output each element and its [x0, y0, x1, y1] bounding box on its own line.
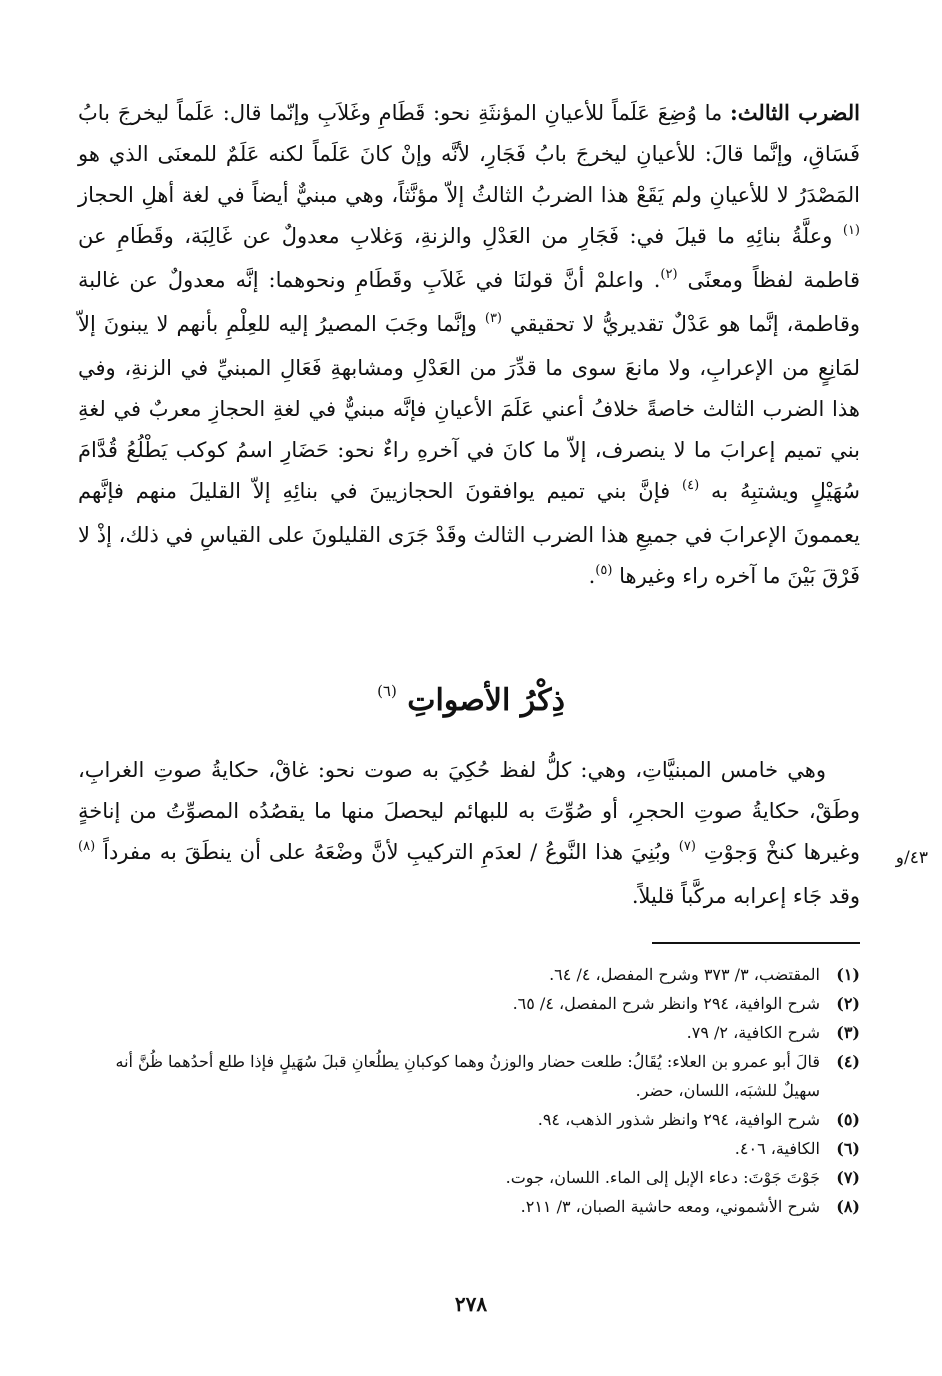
- manuscript-folio-marker: ٤٣/و: [895, 848, 928, 868]
- section-heading-text: ذِكْرُ الأصواتِ: [407, 683, 565, 718]
- paragraph-sounds: [78, 750, 860, 917]
- text-run: وعلَّةُ بنائِهِ ما قيلَ في: فَجَارِ من العَدْلِ والزنةِ، وَغلابِ معدولٌ عن غَالِبَة، وقَطَامِ عن قاطمة لفظاً ومعنًى: [78, 224, 860, 292]
- footnote-text: شرح الكافية، ٢/ ٧٩.: [686, 1023, 820, 1042]
- footnote-text: جَوْتَ جَوْتَ: دعاء الإبل إلى الماء. اللسان، جوت.: [505, 1168, 820, 1187]
- footnote-ref-6[interactable]: (٦): [377, 682, 397, 700]
- text-run: .: [588, 564, 596, 588]
- footnote-item: [78, 989, 860, 1018]
- footnote-number: (٦): [836, 1139, 860, 1158]
- text-run: . واعلمْ أنَّ قولنَا في غَلاَبِ وقَطَامِ ونحوهما: إنَّه معدولٌ عن غالبة وقاطمة، إنَّما هو عَدْلٌ تقديريُّ لا تحقيقي: [78, 268, 860, 336]
- section-heading: [0, 676, 942, 730]
- footnote-item: [78, 1018, 860, 1047]
- page-number: ٢٧٨: [454, 1292, 488, 1316]
- footnote-item: [78, 1163, 860, 1192]
- footnote-item: [78, 1047, 860, 1105]
- footnote-number: (٣): [836, 1023, 860, 1042]
- footnote-item: [78, 960, 860, 989]
- main-paragraph: [78, 92, 860, 600]
- footnote-number: (١): [836, 965, 860, 984]
- paragraph-third-type: [78, 92, 860, 600]
- footnote-text: شرح الأشموني، ومعه حاشية الصبان، ٣/ ٢١١.: [520, 1197, 820, 1216]
- footnote-text: شرح الوافية، ٢٩٤ وانظر شذور الذهب، ٩٤.: [537, 1110, 820, 1129]
- footnote-ref-7[interactable]: (٧): [678, 839, 696, 854]
- footnote-number: (٧): [836, 1168, 860, 1187]
- paragraph-lead: الضرب الثالث:: [730, 100, 860, 125]
- text-run: وقد جَاء إعرابه مركَّباً قليلاً.: [631, 884, 860, 908]
- footnote-ref-1[interactable]: (١): [842, 223, 860, 238]
- footnote-item: [78, 1192, 860, 1221]
- text-run: وبُنِيَ هذا النَّوعُ / لعدَمِ التركيبِ لأنَّ وضْعَهُ على أن ينطَقَ به مفرداً: [103, 840, 679, 864]
- footnote-text: الكافية، ٤٠٦.: [734, 1139, 820, 1158]
- footnote-ref-5[interactable]: (٥): [595, 563, 613, 578]
- footnote-number: (٥): [836, 1110, 860, 1129]
- footnote-ref-4[interactable]: (٤): [682, 478, 700, 493]
- text-run: وهي خامس المبنيَّاتِ، وهي: كلُّ لفظ حُكِيَ به صوت نحو: غاقْ، حكايةُ صوتِ الغرابِ، وطَقْ، حكايةُ صوتِ الحجرِ، أو صُوِّتَ به للبهائم ليحصلَ منها ما يقصُدُه المصوِّتُ من إناخةٍ وغيرها كنخْ وَجوْتِ: [78, 758, 860, 864]
- footnote-ref-8[interactable]: (٨): [78, 839, 96, 854]
- footnote-text: قالَ أبو عمرو بن العلاء: يُقَالُ: طلعت حضار والوزنُ وهما كوكبانِ يطلُعانِ قبلَ سُهَيلٍ فإذا طلع أحدُهما ظُنَّ أنه سهيلٌ للشبَه، اللسان، حضر.: [115, 1052, 820, 1100]
- footnote-number: (٤): [836, 1052, 860, 1071]
- footnote-ref-3[interactable]: (٣): [484, 311, 502, 326]
- text-run: وإنَّما وجَبَ المصيرُ إليه للعِلْمِ بأنهم لا يبنونَ إلاّ لمَانِعٍ من الإعرابِ، ولا مانعَ سوى ما قدِّرَ من العَدْلِ ومشابهةِ فَعَالِ المبنيِّ في الزنةِ، وفي هذا الضرب الثالث خاصةً خلافُ أعني عَلَمَ الأعيانِ فإنَّه مبنيٌّ في لغةِ الحجازِ معربٌ في لغةِ بني تميم إعرابَ ما لا ينصرف، إلاّ ما كانَ في آخرهِ راءٌ نحو: حَضَارِ اسمُ كوكب يَطْلُعُ قُدَّامَ سُهَيْلٍ ويشتبِهُ به: [78, 312, 860, 503]
- footnotes-list: [78, 960, 860, 1221]
- footnote-item: [78, 1134, 860, 1163]
- footnote-number: (٢): [836, 994, 860, 1013]
- section-paragraph: [78, 750, 860, 917]
- footnote-number: (٨): [836, 1197, 860, 1216]
- footnote-item: [78, 1105, 860, 1134]
- text-run: ما وُضِعَ عَلَماً للأعيانِ المؤنثَةِ نحو: قَطَامِ وغَلاَبِ وإنّما قال: عَلَماً ليخرجَ بابُ فَسَاقِ، وإنَّما قالَ: للأعيانِ ليخرجَ بابُ فَجَارِ، لأنَّه وإنْ كانَ عَلَماً لكنه عَلَمٌ للمعنَى الذي هو المَصْدَرُ لا للأعيانِ ولم يَقَعْ هذا الضربُ الثالثُ إلاّ مؤنَّثاً، وهي مبنيٌّ أيضاً في لغة أهلِ الحجاز: [78, 101, 860, 207]
- footnote-text: شرح الوافية، ٢٩٤ وانظر شرح المفصل، ٤/ ٦٥.: [512, 994, 820, 1013]
- footnote-ref-2[interactable]: (٢): [660, 267, 678, 282]
- footnote-divider: [652, 942, 860, 944]
- text-run: فإنَّ بني تميم يوافقونَ الحجازيينَ في بنائِهِ إلاّ القليلَ منهم فإنَّهم يعممونَ الإعرابَ في جميعِ هذا الضرب الثالث وقَدْ جَرَى القليلونَ على القياسِ في ذلك، إذْ لا فَرْقَ بَيْنَ ما آخره راء وغيرها: [78, 479, 860, 588]
- footnote-text: المقتضب، ٣/ ٣٧٣ وشرح المفصل، ٤/ ٦٤.: [549, 965, 820, 984]
